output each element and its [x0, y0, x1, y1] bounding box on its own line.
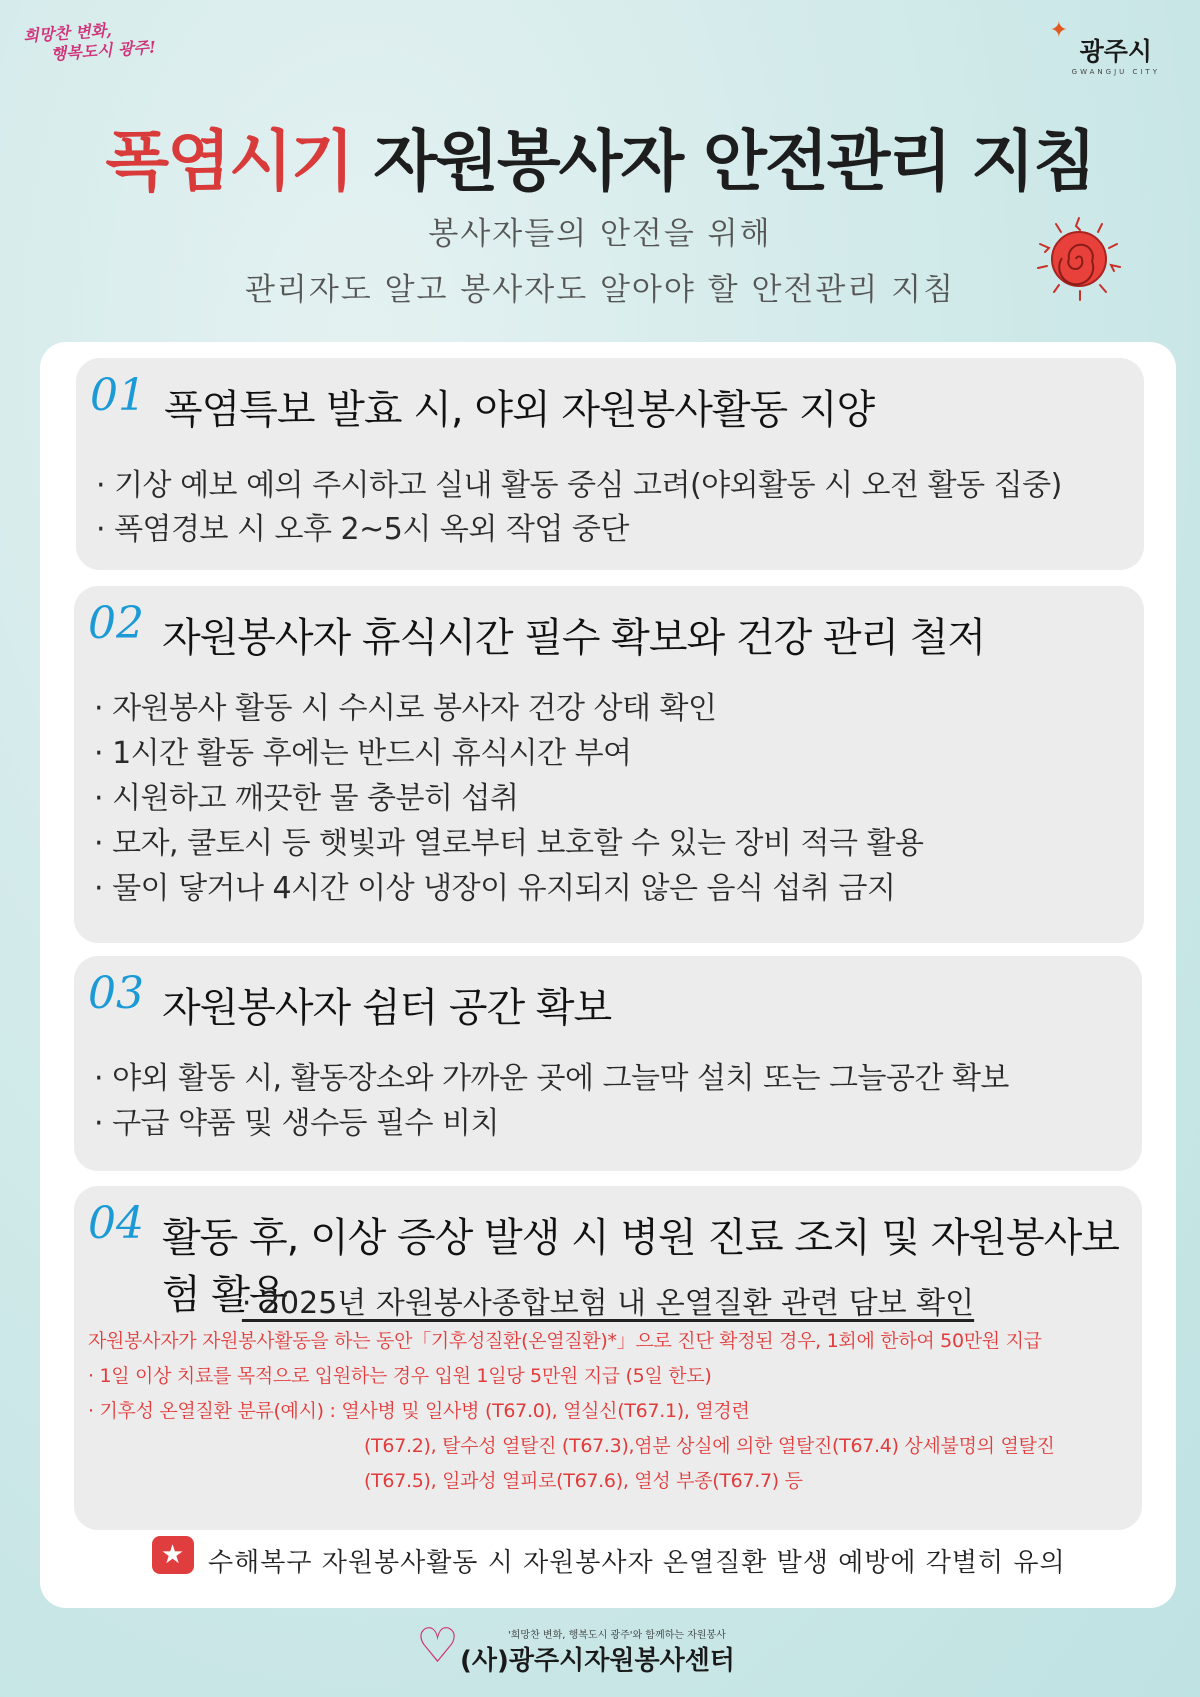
list-item: · 자원봉사 활동 시 수시로 봉사자 건강 상태 확인 — [94, 686, 923, 731]
footer-org-name: (사)광주시자원봉사센터 — [460, 1646, 735, 1676]
footer-tagline: '희망찬 변화, 행복도시 광주'와 함께하는 자원봉사 — [508, 1630, 726, 1641]
page-title-red: 폭염시기 — [105, 123, 353, 200]
heart-icon: ♡ — [416, 1618, 460, 1674]
intro-line2: 관리자도 알고 봉사자도 알아야 할 안전관리 지침 — [244, 272, 956, 308]
insurance-detail: · 1일 이상 치료를 목적으로 입원하는 경우 입원 1일당 5만원 지급 (5일 한도) — [88, 1365, 712, 1387]
section-list — [94, 1056, 1009, 1146]
insurance-detail: (T67.2), 탈수성 열탈진 (T67.3),염분 상실에 의한 열탈진(T67.4) 상세불명의 열탈진 — [364, 1435, 1055, 1457]
section-heading: 자원봉사자 쉼터 공간 확보 — [162, 985, 612, 1031]
insurance-subheading-text: · 2025년 자원봉사종합보험 내 온열질환 관련 담보 확인 — [241, 1286, 975, 1321]
section-number: 04 — [88, 1198, 144, 1249]
city-logo-sub: GWANGJU CITY — [1071, 68, 1160, 76]
slogan-line2: 행복도시 광주! — [50, 37, 157, 64]
insurance-detail: (T67.5), 일과성 열피로(T67.6), 열성 부종(T67.7) 등 — [364, 1470, 803, 1492]
page-title-black: 자원봉사자 안전관리 지침 — [373, 123, 1095, 200]
page-title — [0, 108, 1200, 203]
section-04 — [74, 1186, 1142, 1530]
section-list — [94, 686, 923, 911]
sun-icon — [1032, 212, 1126, 306]
insurance-subheading — [74, 1278, 1142, 1322]
section-02 — [74, 586, 1144, 943]
section-number: 03 — [88, 968, 144, 1019]
section-number: 01 — [90, 370, 146, 421]
list-item: · 구급 약품 및 생수등 필수 비치 — [94, 1101, 1009, 1146]
city-logo-icon: ✦ — [1049, 18, 1069, 43]
section-list — [96, 464, 1062, 552]
star-icon: ★ — [152, 1536, 194, 1574]
section-heading: 활동 후, 이상 증상 발생 시 병원 진료 조치 및 자원봉사보험 활용 — [162, 1215, 1119, 1318]
section-number: 02 — [88, 598, 144, 649]
city-logo-name: 광주시 — [1079, 37, 1153, 66]
intro-line1: 봉사자들의 안전을 위해 — [428, 216, 772, 252]
content-panel — [40, 342, 1176, 1608]
list-item: · 기상 예보 예의 주시하고 실내 활동 중심 고려(야외활동 시 오전 활동 집중) — [96, 464, 1062, 508]
caution-note-text: 수해복구 자원봉사활동 시 자원봉사자 온열질환 발생 예방에 각별히 유의 — [208, 1548, 1066, 1578]
gwangju-city-logo — [1046, 18, 1160, 76]
list-item: · 모자, 쿨토시 등 햇빛과 열로부터 보호할 수 있는 장비 적극 활용 — [94, 821, 923, 866]
slogan-line1: 희망찬 변화, — [22, 20, 113, 46]
section-heading: 자원봉사자 휴식시간 필수 확보와 건강 관리 철저 — [162, 615, 986, 661]
slogan-logo — [23, 17, 157, 66]
insurance-detail: 자원봉사자가 자원봉사활동을 하는 동안「기후성질환(온열질환)*」으로 진단 확정된 경우, 1회에 한하여 50만원 지급 — [88, 1330, 1042, 1352]
caution-note — [160, 1540, 1066, 1579]
insurance-detail: · 기후성 온열질환 분류(예시) : 열사병 및 일사병 (T67.0), 열실신(T67.1), 열경련 — [88, 1400, 750, 1422]
section-heading: 폭염특보 발효 시, 야외 자원봉사활동 지양 — [164, 387, 875, 433]
section-01 — [76, 358, 1144, 570]
list-item: · 1시간 활동 후에는 반드시 휴식시간 부여 — [94, 731, 923, 776]
list-item: · 폭염경보 시 오후 2~5시 옥외 작업 중단 — [96, 508, 1062, 552]
list-item: · 시원하고 깨끗한 물 충분히 섭취 — [94, 776, 923, 821]
list-item: · 물이 닿거나 4시간 이상 냉장이 유지되지 않은 음식 섭취 금지 — [94, 866, 923, 911]
section-03 — [74, 956, 1142, 1171]
list-item: · 야외 활동 시, 활동장소와 가까운 곳에 그늘막 설치 또는 그늘공간 확보 — [94, 1056, 1009, 1101]
intro-text — [0, 206, 1200, 318]
